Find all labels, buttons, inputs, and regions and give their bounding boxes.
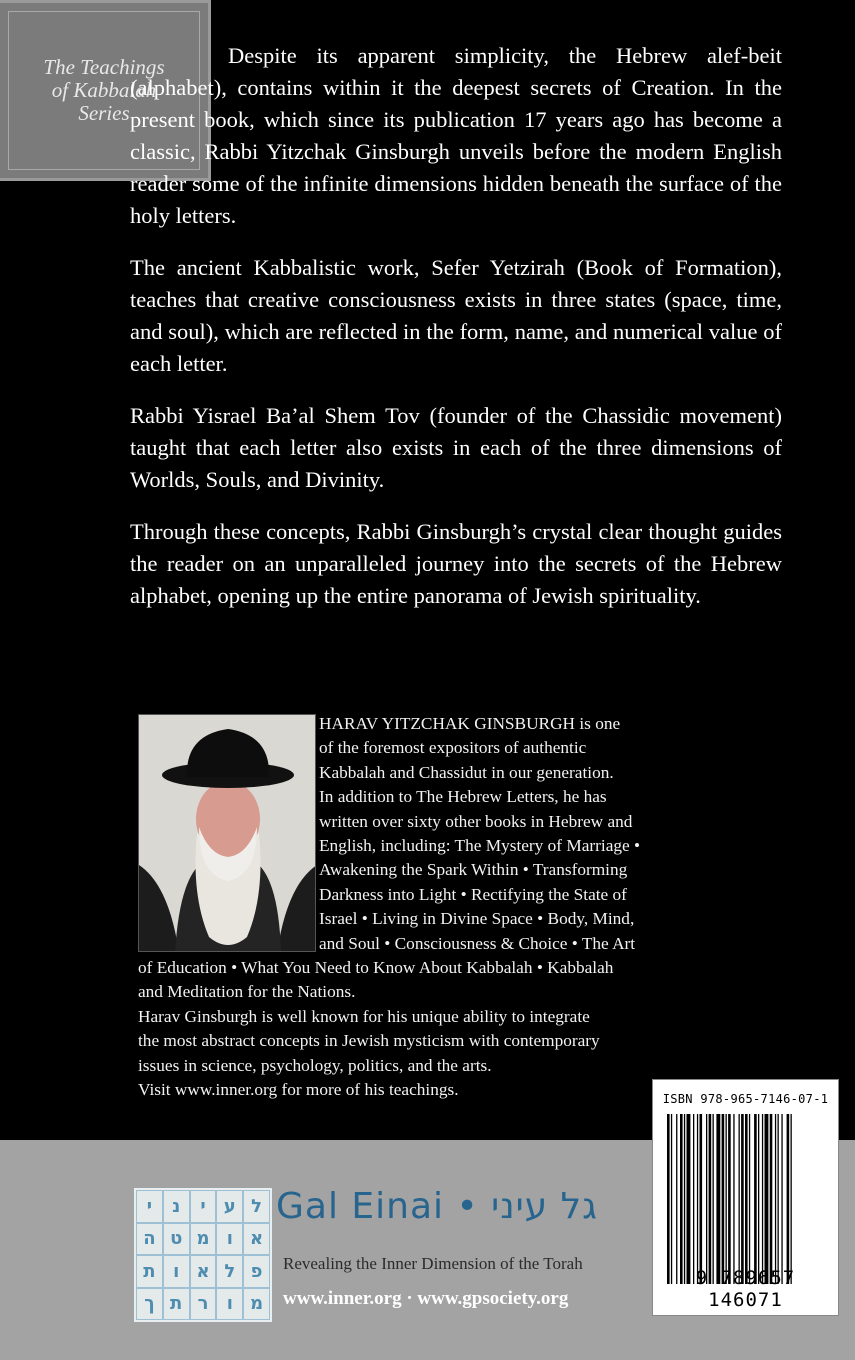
bio-line: Israel • Living in Divine Space • Body, Mind, <box>319 909 635 929</box>
publisher-urls: www.inner.org · www.gpsociety.org <box>283 1288 569 1309</box>
bio-line: Kabbalah and Chassidut in our generation. <box>319 762 614 782</box>
bio-line: written over sixty other books in Hebrew and <box>319 811 633 831</box>
bio-line: and Soul • Consciousness & Choice • The Art <box>319 933 636 953</box>
logo-letter: ת <box>136 1255 163 1288</box>
logo-letter: ו <box>216 1223 243 1256</box>
bio-line: of Education • What You Need to Know About Kabbalah • Kabbalah <box>138 958 614 978</box>
bio-line: Harav Ginsburgh is well known for his unique ability to integrate <box>138 1006 590 1026</box>
blurb-paragraph: Despite its apparent simplicity, the Hebrew alef-beit (alphabet), contains within it the deepest secrets of Creation. In the present book, which since its publication 17 years ago has become a classic, Rabbi Yitzchak Ginsburgh unveils before the modern English reader some of the infinite dimensions hidden beneath the surface of the holy letters. <box>130 43 782 228</box>
bio-line: In addition to The Hebrew Letters, he has <box>319 787 607 807</box>
blurb-paragraph: Through these concepts, Rabbi Ginsburgh’s crystal clear thought guides the reader on an unparalleled journey into the secrets of the Hebrew alphabet, opening up the entire panorama of Jewish spirituality. <box>130 519 782 608</box>
logo-letter: א <box>190 1255 217 1288</box>
logo-letter: ט <box>163 1223 190 1256</box>
logo-letter: ע <box>216 1190 243 1223</box>
bio-line: HARAV YITZCHAK GINSBURGH is one <box>319 714 621 733</box>
bio-line: of the foremost expositors of authentic <box>319 738 587 758</box>
bio-line: issues in science, psychology, politics, and the arts. <box>138 1055 492 1075</box>
publisher-name: Gal Einai • גל עיני <box>276 1186 598 1227</box>
logo-letter: ו <box>216 1288 243 1321</box>
logo-letter: מ <box>190 1223 217 1256</box>
bio-line: Awakening the Spark Within • Transforming <box>319 860 628 880</box>
logo-letter: ל <box>216 1255 243 1288</box>
logo-letter: א <box>243 1223 270 1256</box>
logo-letter: ה <box>136 1223 163 1256</box>
logo-letter: ך <box>136 1288 163 1321</box>
gal-einai-logo-grid <box>134 1188 272 1322</box>
logo-letter: ר <box>190 1288 217 1321</box>
logo-letter: ל <box>243 1190 270 1223</box>
logo-letter: פ <box>243 1255 270 1288</box>
logo-letter: נ <box>163 1190 190 1223</box>
isbn-label: ISBN 978-965-7146-07-1 <box>662 1092 829 1106</box>
logo-letter: י <box>190 1190 217 1223</box>
logo-letter: ת <box>163 1288 190 1321</box>
blurb-paragraph: The ancient Kabbalistic work, Sefer Yetzirah (Book of Formation), teaches that creative consciousness exists in three states (space, time, and soul), which are reflected in the form, name, and numerical value of each letter. <box>130 255 782 376</box>
publisher-tagline: Revealing the Inner Dimension of the Torah <box>283 1254 583 1273</box>
back-cover-blurb <box>130 40 782 632</box>
blurb-paragraph: Rabbi Yisrael Ba’al Shem Tov (founder of the Chassidic movement) taught that each letter also exists in each of the three dimensions of Worlds, Souls, and Divinity. <box>130 403 782 492</box>
isbn-barcode-box <box>652 1079 839 1316</box>
logo-letter: מ <box>243 1288 270 1321</box>
logo-letter: י <box>136 1190 163 1223</box>
bio-line: English, including: The Mystery of Marriage • <box>319 836 641 856</box>
logo-letter: ו <box>163 1255 190 1288</box>
bio-line: the most abstract concepts in Jewish mysticism with contemporary <box>138 1031 600 1051</box>
isbn-digits: 9 789657 146071 <box>695 1267 796 1311</box>
bio-line: Visit www.inner.org for more of his teachings. <box>138 1080 459 1100</box>
author-bio <box>138 712 708 1103</box>
bio-line: Darkness into Light • Rectifying the State of <box>319 884 627 904</box>
barcode-icon <box>665 1114 828 1284</box>
bio-line: and Meditation for the Nations. <box>138 982 356 1002</box>
series-title: The Teachings of Kabbalah Series <box>43 55 165 125</box>
